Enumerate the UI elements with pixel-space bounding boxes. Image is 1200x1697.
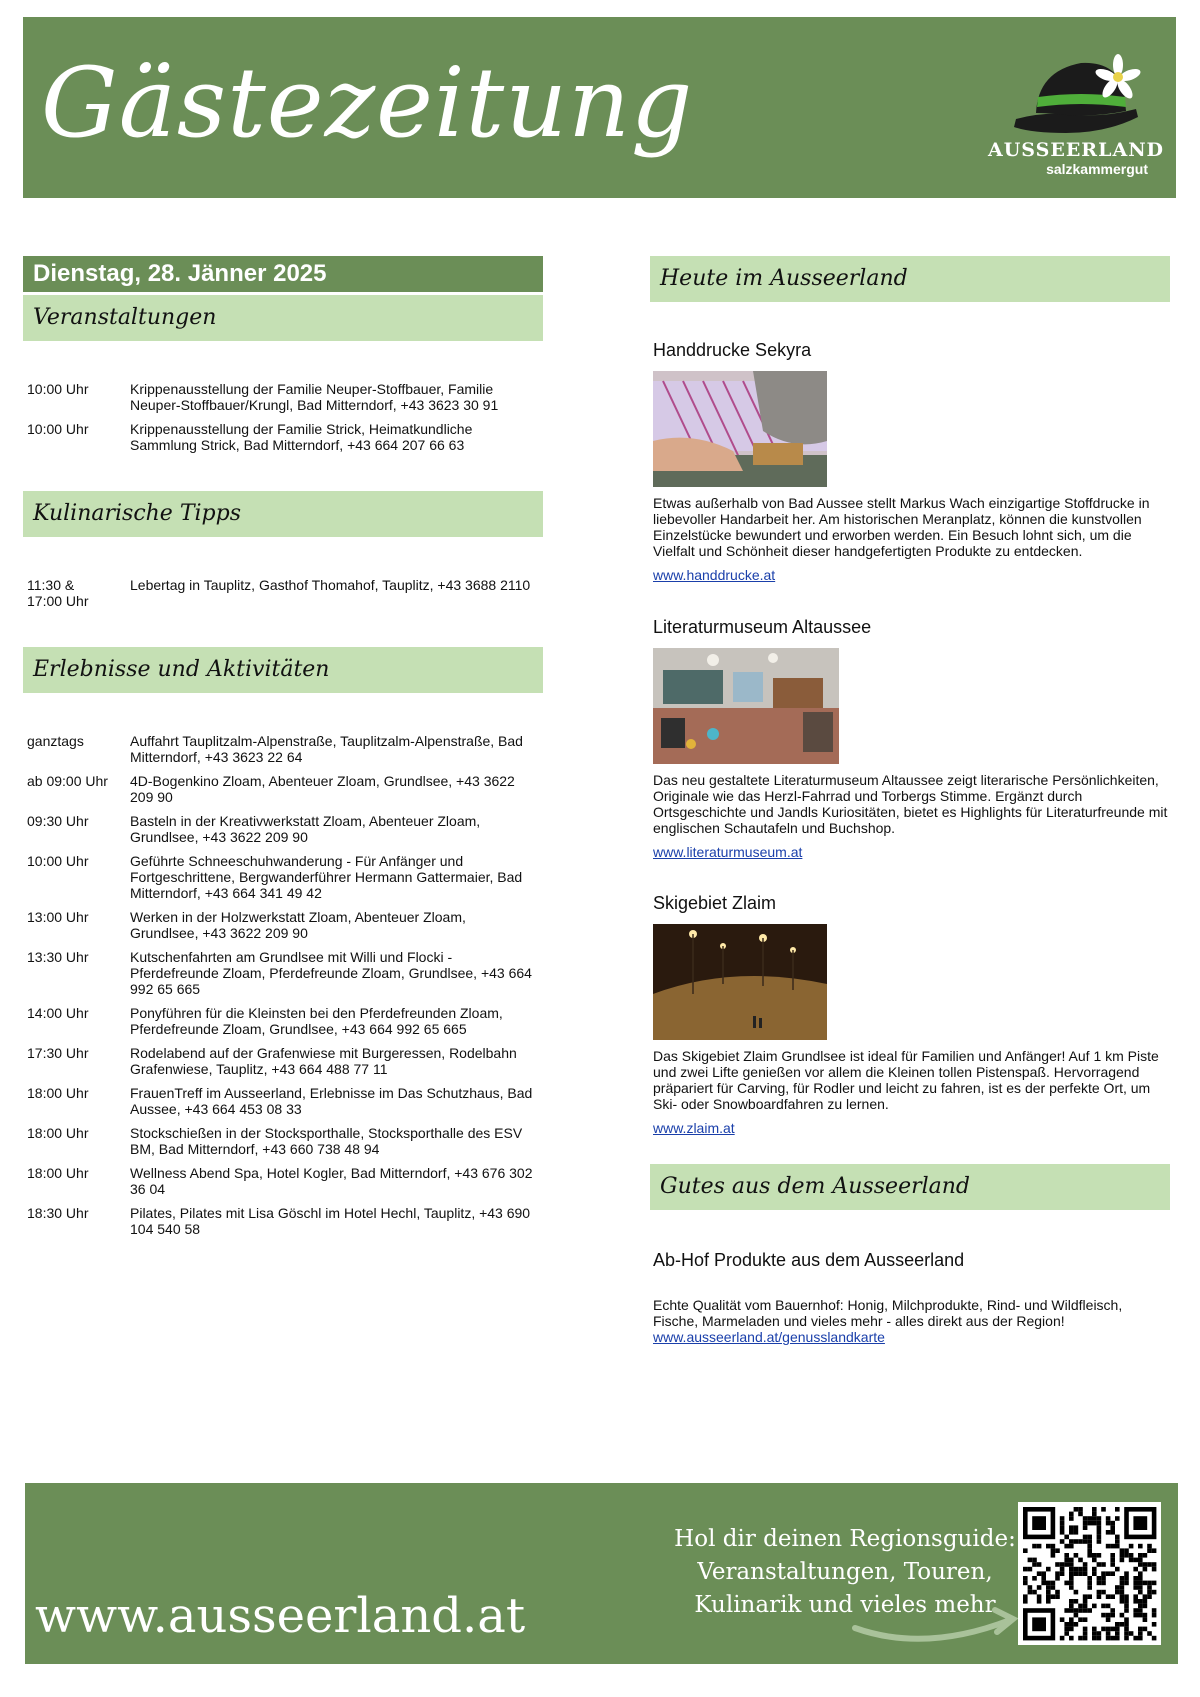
event-time: 18:30 Uhr bbox=[27, 1205, 89, 1221]
event-time: 09:30 Uhr bbox=[27, 813, 89, 829]
feature-link[interactable]: www.zlaim.at bbox=[653, 1120, 735, 1136]
date-bar: Dienstag, 28. Jänner 2025 bbox=[23, 256, 543, 292]
list-item bbox=[27, 813, 537, 845]
feature-link[interactable]: www.handdrucke.at bbox=[653, 567, 776, 583]
event-text: Kutschenfahrten am Grundlsee mit Willi und Flocki - Pferdefreunde Zloam, Pferdefreunde Zloam, Grundlsee, +43 664 992 65 665 bbox=[130, 949, 532, 997]
list-item bbox=[27, 1085, 537, 1117]
feature-title: Skigebiet Zlaim bbox=[653, 893, 777, 913]
event-time: 18:00 Uhr bbox=[27, 1165, 89, 1181]
guide-line: Hol dir deinen Regionsguide: bbox=[674, 1526, 1016, 1552]
feature-text: Das neu gestaltete Literaturmuseum Altaussee zeigt literarische Persönlichkeiten, Originale wie das Herzl-Fahrrad und Torbergs Stimme. Ergänzt durch Ortsgeschichte und Jandls Kuriositäten, bietet es Highlights für Literaturfreunde mit englischen Schautafeln und Buchshop. bbox=[653, 772, 1168, 836]
hat-logo-icon bbox=[1006, 51, 1146, 141]
event-text: Geführte Schneeschuhwanderung - Für Anfänger und Fortgeschrittene, Bergwanderführer Hermann Gattermaier, Bad Mitterndorf, +43 664 341 49 42 bbox=[130, 853, 523, 901]
event-time: 13:30 Uhr bbox=[27, 949, 89, 965]
event-time: 10:00 Uhr bbox=[27, 853, 89, 869]
event-text: Krippenausstellung der Familie Strick, Heimatkundliche Sammlung Strick, Bad Mitterndorf, +43 664 207 66 63 bbox=[130, 421, 473, 453]
logo bbox=[988, 45, 1165, 177]
event-text: Lebertag in Tauplitz, Gasthof Thomahof, Tauplitz, +43 3688 2110 bbox=[130, 577, 531, 593]
feature-title: Ab-Hof Produkte aus dem Ausseerland bbox=[653, 1250, 965, 1270]
event-time: 17:30 Uhr bbox=[27, 1045, 89, 1061]
event-text: FrauenTreff im Ausseerland, Erlebnisse im Das Schutzhaus, Bad Aussee, +43 664 453 08 33 bbox=[130, 1085, 533, 1117]
list-item bbox=[27, 1005, 537, 1037]
list-item bbox=[27, 1205, 537, 1237]
logo-brand: AUSSEERLAND bbox=[988, 139, 1165, 161]
header-banner bbox=[23, 17, 1176, 198]
feature-title: Literaturmuseum Altaussee bbox=[653, 617, 872, 637]
events-list bbox=[27, 381, 537, 461]
event-time: 18:00 Uhr bbox=[27, 1085, 89, 1101]
event-time: 14:00 Uhr bbox=[27, 1005, 89, 1021]
event-text: Pilates, Pilates mit Lisa Göschl im Hotel Hechl, Tauplitz, +43 690 104 540 58 bbox=[130, 1205, 531, 1237]
feature-zlaim bbox=[653, 893, 1168, 1136]
feature-image-weaving bbox=[653, 371, 827, 487]
feature-image-ski bbox=[653, 924, 827, 1040]
logo-sub: salzkammergut bbox=[1046, 161, 1148, 177]
list-item bbox=[27, 577, 537, 609]
qr-code-icon[interactable] bbox=[1018, 1502, 1161, 1645]
list-item bbox=[27, 733, 537, 765]
feature-text: Das Skigebiet Zlaim Grundlsee ist ideal für Familien und Anfänger! Auf 1 km Piste und zwei Lifte genießen vor allem die Kleinen tollen Pistenspaß. Hervorragend präpariert für Carving, für Rodler und leicht zu fahren, ist es der perfekte Ort, um Ski- oder Snowboardfahren zu lernen. bbox=[653, 1048, 1159, 1112]
event-text: Rodelabend auf der Grafenwiese mit Burgeressen, Rodelbahn Grafenwiese, Tauplitz, +43 664 488 77 11 bbox=[130, 1045, 517, 1077]
section-good: Gutes aus dem Ausseerland bbox=[650, 1164, 1170, 1210]
list-item bbox=[27, 853, 537, 901]
feature-text: Etwas außerhalb von Bad Aussee stellt Markus Wach einzigartige Stoffdrucke in liebevoller Handarbeit her. Am historischen Meranplatz, können die kunstvollen Einzelstücke bewundert und erworben werden. Ein Besuch lohnt sich, um die Vielfalt und Schönheit dieser handgefertigten Produkte zu entdecken. bbox=[653, 495, 1150, 559]
list-item bbox=[27, 949, 537, 997]
feature-abhof bbox=[653, 1250, 1168, 1345]
event-text: 4D-Bogenkino Zloam, Abenteuer Zloam, Grundlsee, +43 3622 209 90 bbox=[130, 773, 515, 805]
list-item bbox=[27, 773, 537, 805]
list-item bbox=[27, 1125, 537, 1157]
feature-link[interactable]: www.ausseerland.at/genusslandkarte bbox=[653, 1329, 885, 1345]
guide-line: Kulinarik und vieles mehr bbox=[694, 1592, 996, 1618]
list-item bbox=[27, 1045, 537, 1077]
event-text: Auffahrt Tauplitzalm-Alpenstraße, Tauplitzalm-Alpenstraße, Bad Mitterndorf, +43 3623 22 64 bbox=[130, 733, 523, 765]
feature-literaturmuseum bbox=[653, 617, 1168, 860]
list-item bbox=[27, 421, 537, 453]
event-text: Basteln in der Kreativwerkstatt Zloam, Abenteuer Zloam, Grundlsee, +43 3622 209 90 bbox=[130, 813, 481, 845]
activities-list bbox=[27, 733, 537, 1245]
page-title: Gästezeitung bbox=[41, 47, 694, 159]
feature-handdrucke bbox=[653, 340, 1168, 583]
feature-link[interactable]: www.literaturmuseum.at bbox=[653, 844, 803, 860]
section-today: Heute im Ausseerland bbox=[650, 256, 1170, 302]
event-time: 10:00 Uhr bbox=[27, 421, 89, 437]
event-time: 18:00 Uhr bbox=[27, 1125, 89, 1141]
list-item bbox=[27, 1165, 537, 1197]
event-time: ganztags bbox=[27, 733, 84, 749]
footer-banner bbox=[25, 1483, 1178, 1664]
event-time: 11:30 & 17:00 Uhr bbox=[27, 577, 89, 609]
list-item bbox=[27, 909, 537, 941]
footer-url[interactable]: www.ausseerland.at bbox=[35, 1588, 526, 1644]
event-text: Krippenausstellung der Familie Neuper-Stoffbauer, Familie Neuper-Stoffbauer/Krungl, Bad Mitterndorf, +43 3623 30 91 bbox=[130, 381, 499, 413]
list-item bbox=[27, 381, 537, 413]
event-text: Stockschießen in der Stocksporthalle, Stocksporthalle des ESV BM, Bad Mitterndorf, +43 660 738 48 94 bbox=[130, 1125, 523, 1157]
feature-text: Echte Qualität vom Bauernhof: Honig, Milchprodukte, Rind- und Wildfleisch, Fische, Marmeladen und vieles mehr - alles direkt aus der Region! bbox=[653, 1297, 1123, 1329]
section-activities: Erlebnisse und Aktivitäten bbox=[23, 647, 543, 693]
event-time: 13:00 Uhr bbox=[27, 909, 89, 925]
arrow-icon bbox=[845, 1598, 1025, 1648]
event-time: 10:00 Uhr bbox=[27, 381, 89, 397]
guide-line: Veranstaltungen, Touren, bbox=[697, 1559, 993, 1585]
event-text: Wellness Abend Spa, Hotel Kogler, Bad Mitterndorf, +43 676 302 36 04 bbox=[130, 1165, 533, 1197]
section-culinary: Kulinarische Tipps bbox=[23, 491, 543, 537]
feature-title: Handdrucke Sekyra bbox=[653, 340, 812, 360]
section-events: Veranstaltungen bbox=[23, 295, 543, 341]
culinary-list bbox=[27, 577, 537, 617]
event-text: Ponyführen für die Kleinsten bei den Pferdefreunden Zloam, Pferdefreunde Zloam, Grundlsee, +43 664 992 65 665 bbox=[130, 1005, 503, 1037]
event-time: ab 09:00 Uhr bbox=[27, 773, 108, 789]
feature-image-museum bbox=[653, 648, 839, 764]
event-text: Werken in der Holzwerkstatt Zloam, Abenteuer Zloam, Grundlsee, +43 3622 209 90 bbox=[130, 909, 466, 941]
